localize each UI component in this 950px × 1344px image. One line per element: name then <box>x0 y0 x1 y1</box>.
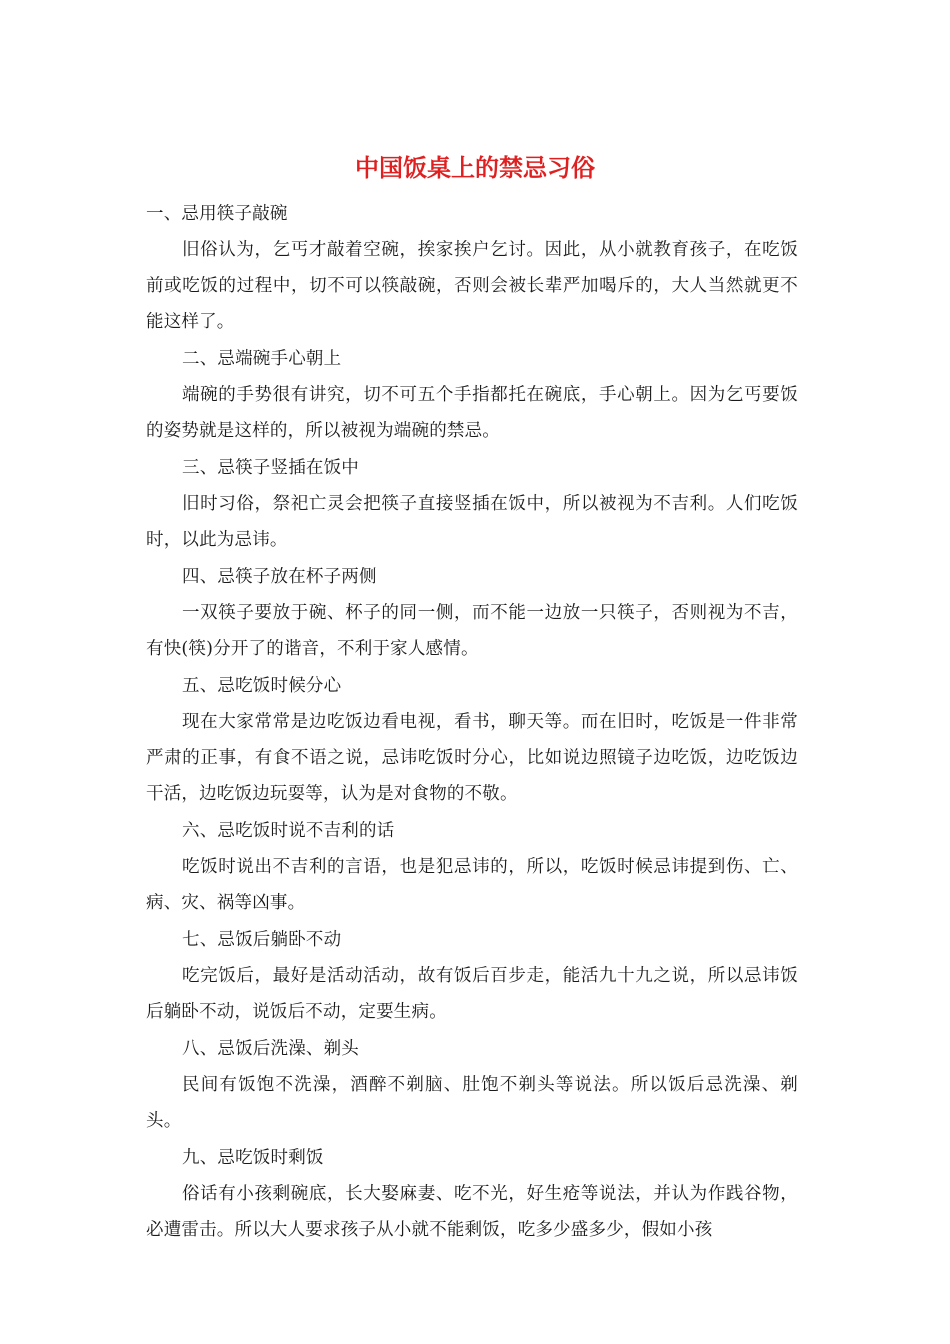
section-body-4: 一双筷子要放于碗、杯子的同一侧，而不能一边放一只筷子，否则视为不吉，有快(筷)分开了的谐音，不利于家人感情。 <box>146 603 798 659</box>
section-body-1: 旧俗认为，乞丐才敲着空碗，挨家挨户乞讨。因此，从小就教育孩子，在吃饭前或吃饭的过程中，切不可以筷敲碗，否则会被长辈严加喝斥的，大人当然就更不能这样了。 <box>146 240 798 332</box>
section-heading-8: 八、忌饭后洗澡、剃头 <box>182 1039 359 1059</box>
section-heading-6: 六、忌吃饭时说不吉利的话 <box>182 821 395 841</box>
section-heading-3: 三、忌筷子竖插在饭中 <box>182 458 359 478</box>
section-body-9: 俗话有小孩剩碗底，长大娶麻妻、吃不光，好生疮等说法，并认为作践谷物，必遭雷击。所以大人要求孩子从小就不能剩饭，吃多少盛多少，假如小孩 <box>146 1184 798 1240</box>
section-body-3: 旧时习俗，祭祀亡灵会把筷子直接竖插在饭中，所以被视为不吉利。人们吃饭时，以此为忌讳。 <box>146 494 798 550</box>
section-body-7: 吃完饭后，最好是活动活动，故有饭后百步走，能活九十九之说，所以忌讳饭后躺卧不动，说饭后不动，定要生病。 <box>146 966 798 1022</box>
section-heading-9: 九、忌吃饭时剩饭 <box>182 1148 324 1168</box>
section-body-2: 端碗的手势很有讲究，切不可五个手指都托在碗底，手心朝上。因为乞丐要饭的姿势就是这样的，所以被视为端碗的禁忌。 <box>146 385 798 441</box>
section-heading-4: 四、忌筷子放在杯子两侧 <box>182 567 377 587</box>
section-heading-7: 七、忌饭后躺卧不动 <box>182 930 342 950</box>
section-body-5: 现在大家常常是边吃饭边看电视，看书，聊天等。而在旧时，吃饭是一件非常严肃的正事，有食不语之说，忌讳吃饭时分心，比如说边照镜子边吃饭，边吃饭边干活，边吃饭边玩耍等，认为是对食物的不敬。 <box>146 712 798 804</box>
section-heading-2: 二、忌端碗手心朝上 <box>182 349 342 369</box>
section-heading-5: 五、忌吃饭时候分心 <box>182 676 342 696</box>
document-body <box>146 196 798 1248</box>
document-title: 中国饭桌上的禁忌习俗 <box>355 153 595 182</box>
section-heading-1: 一、忌用筷子敲碗 <box>146 204 288 224</box>
section-body-8: 民间有饭饱不洗澡，酒醉不剃脑、肚饱不剃头等说法。所以饭后忌洗澡、剃头。 <box>146 1075 798 1131</box>
section-body-6: 吃饭时说出不吉利的言语，也是犯忌讳的，所以，吃饭时候忌讳提到伤、亡、病、灾、祸等凶事。 <box>146 857 798 913</box>
